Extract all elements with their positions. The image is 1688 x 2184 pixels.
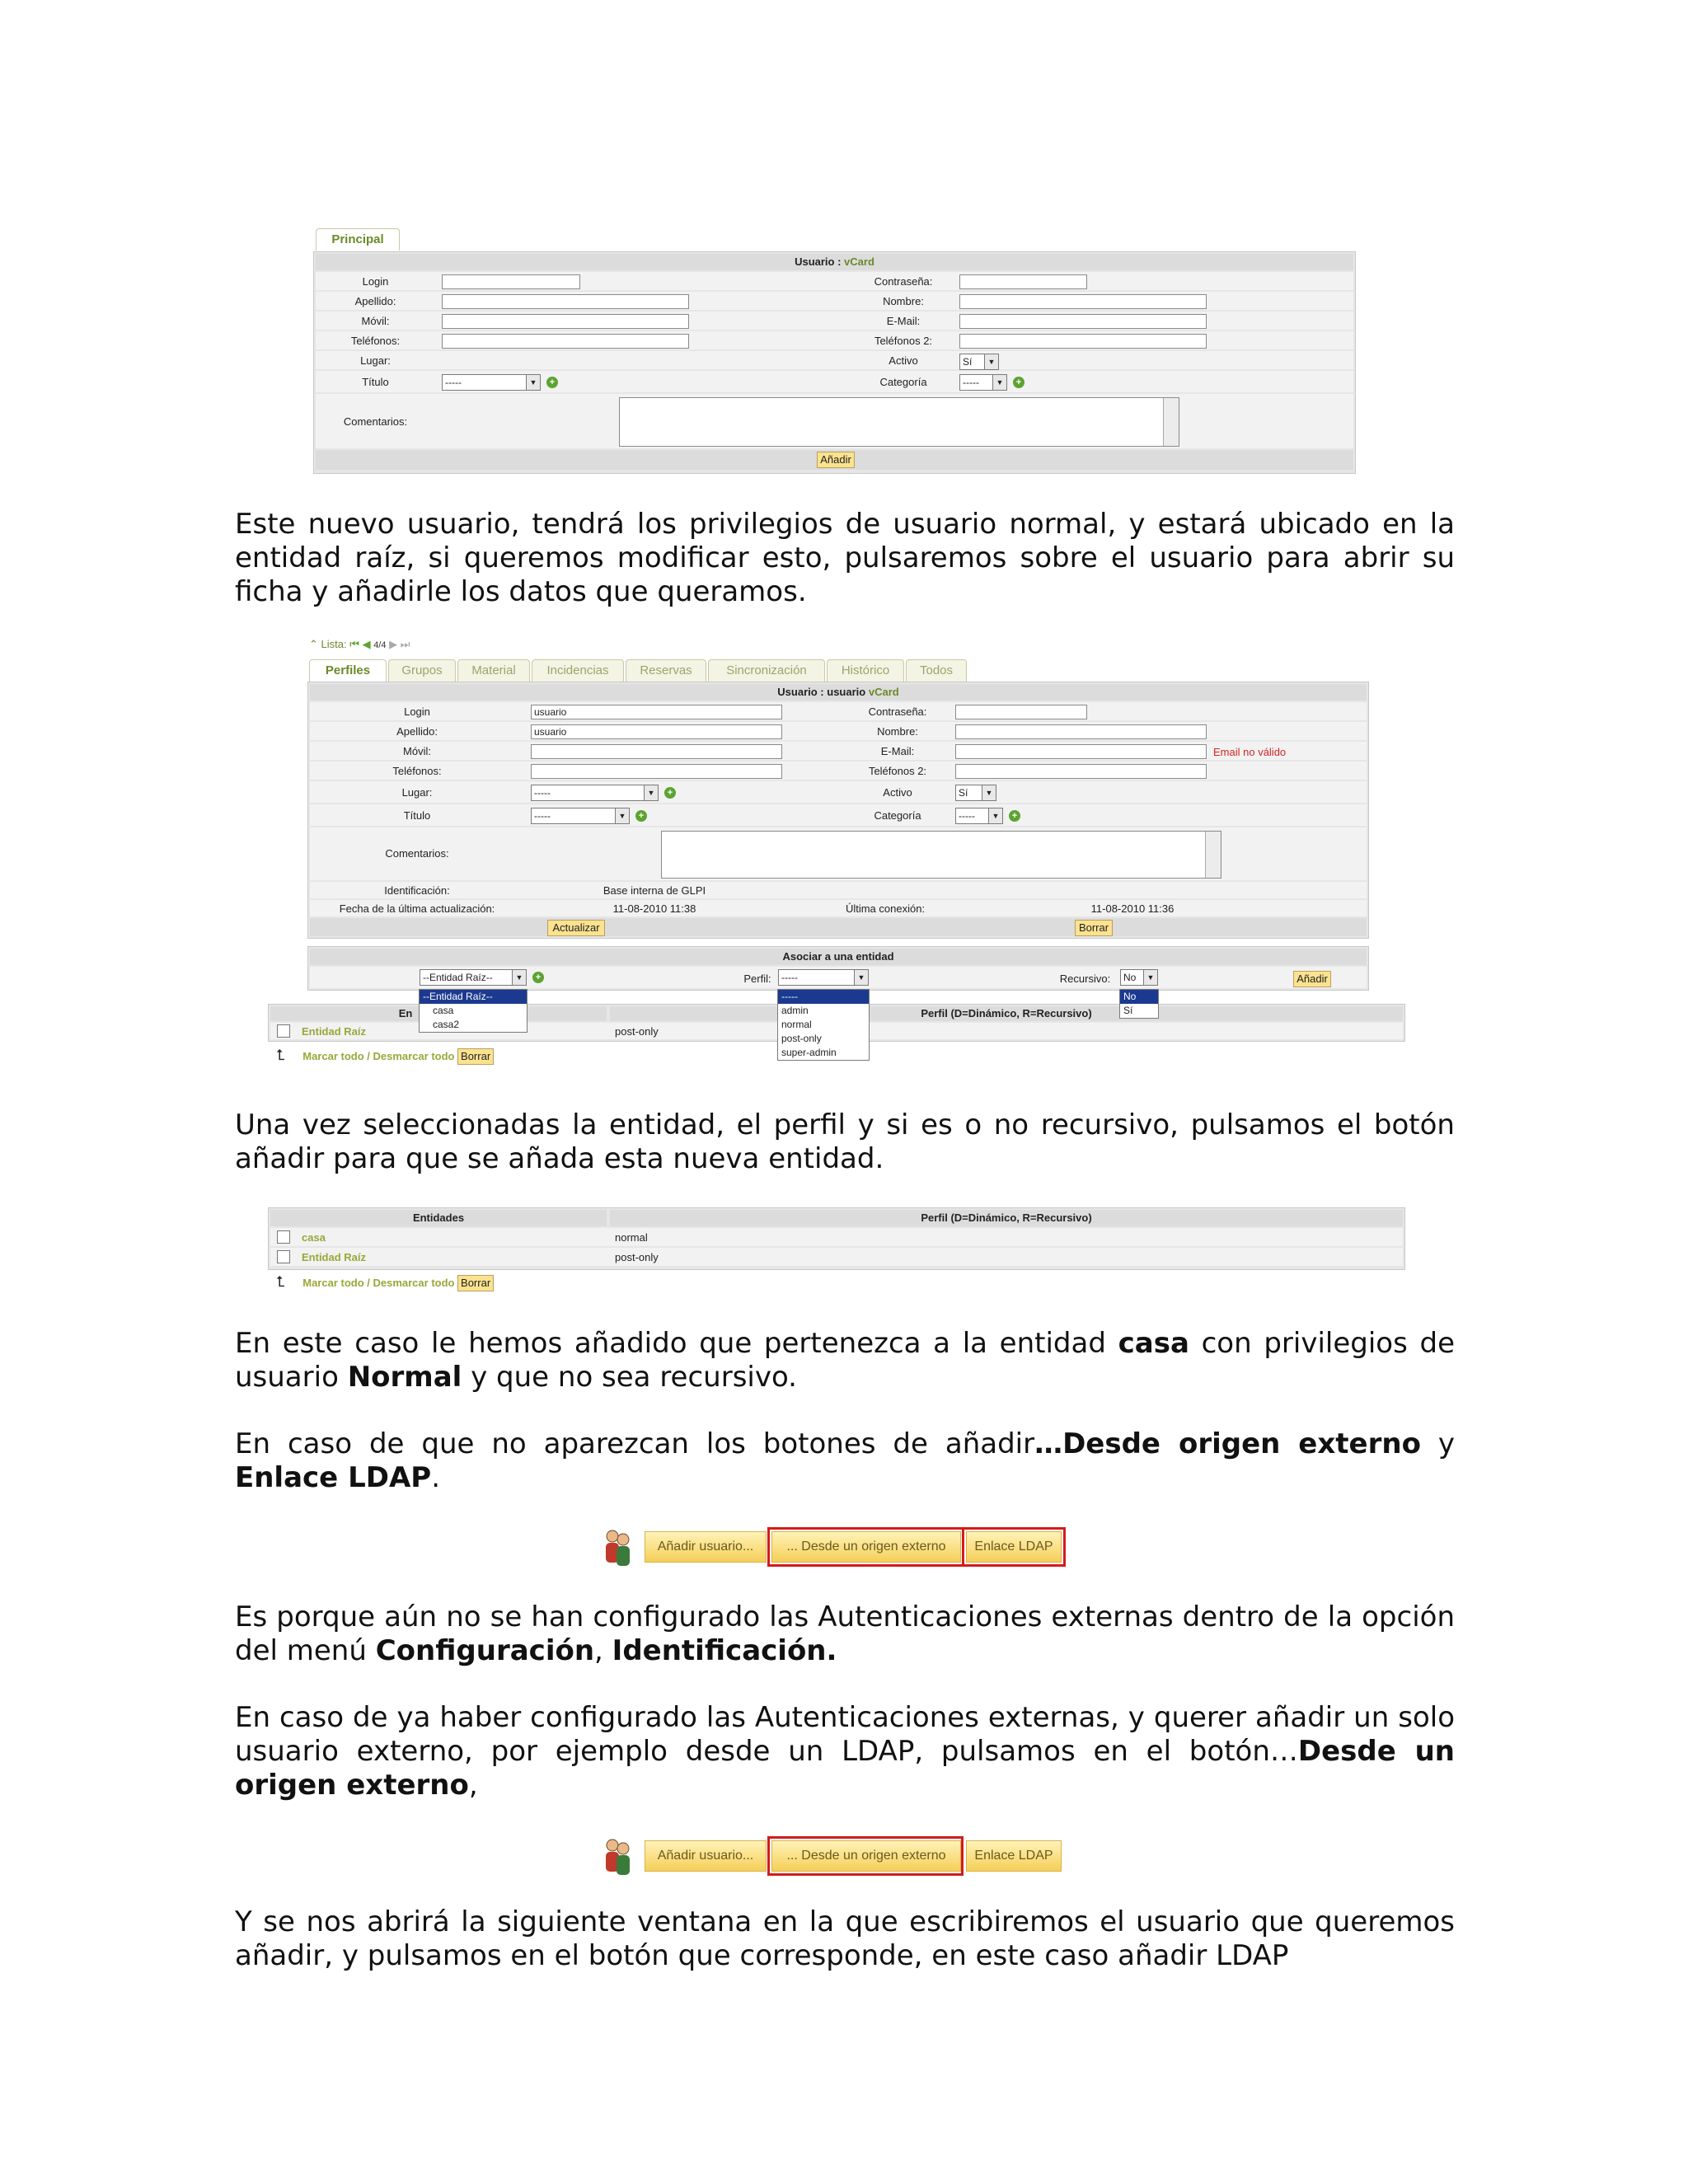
telefonos2-label: Teléfonos 2: [874,335,933,347]
highlight-box [767,1836,964,1876]
add-plus-icon[interactable]: + [1013,377,1025,388]
email-input[interactable] [959,314,1207,329]
users-icon [602,1837,633,1878]
text-span: con privilegios de usuario [235,1327,1456,1394]
scrollbar[interactable] [1205,832,1221,878]
tab-perfiles[interactable]: Perfiles [309,659,387,682]
bold-span: …Desde origen externo [1034,1427,1421,1460]
telefonos-input[interactable] [531,764,782,779]
tab-incidencias[interactable]: Incidencias [532,659,624,682]
recursivo-dropdown-list[interactable] [1119,989,1159,1019]
entities-table [268,1207,1405,1270]
users-icon [602,1528,633,1569]
scrollbar[interactable] [1163,398,1179,446]
recursivo-label: Recursivo: [1059,972,1111,985]
associate-entity-frame [307,946,1369,991]
row-entity[interactable]: Entidad Raíz [302,1251,367,1263]
apellido-input[interactable]: usuario [531,724,782,739]
activo-select[interactable]: Sí ▼ [955,785,996,801]
categoria-label: Categoría [879,376,927,388]
bold-span: Identificación. [612,1634,837,1667]
col-entidades: En [270,1006,607,1021]
bold-span: Configuración [375,1634,595,1667]
last-connection-value: 11-08-2010 11:36 [1090,902,1175,915]
identificacion-label: Identificación: [384,884,450,897]
chevron-down-icon: ▼ [992,375,1006,390]
list-navigation [309,638,410,651]
tab-todos[interactable]: Todos [906,659,967,682]
comments-label: Comentarios: [343,415,408,428]
form-row [316,351,1353,369]
titulo-label: Título [362,376,389,388]
chevron-down-icon: ▼ [644,785,658,800]
chevron-down-icon: ▼ [526,375,540,390]
perfil-select[interactable]: ----- ▼ [778,969,869,986]
lugar-label: Lugar: [401,786,433,799]
text-span: , [468,1769,478,1802]
chevron-down-icon: ▼ [1143,970,1157,985]
text-span: Es porque aún no se han configurado las Autenticaciones externas dentro de la opción del menú [235,1601,1455,1667]
categoria-select[interactable]: ----- ▼ [955,808,1003,824]
add-plus-icon[interactable]: + [546,377,558,388]
last-icon[interactable]: ⏭ [400,638,410,650]
mark-all-row [276,1273,494,1291]
tab-reservas[interactable]: Reservas [626,659,706,682]
add-plus-icon[interactable]: + [532,972,544,983]
form-header [310,684,1367,701]
bold-span: Normal [347,1361,462,1394]
add-user-buttons-strip [602,1525,1071,1574]
add-user-button[interactable]: Añadir usuario... [645,1840,767,1872]
paragraph-1: Este nuevo usuario, tendrá los privilegios de usuario normal, y estará ubicado en la entidad raíz, si queremos modificar esto, pulsaremos sobre el usuario para abrir su ficha y añadirle los datos que queramos. [235,508,1455,608]
row-checkbox[interactable] [277,1230,290,1244]
chevron-down-icon: ▼ [988,808,1002,823]
paragraph-2: Una vez seleccionadas la entidad, el perfil y si es o no recursivo, pulsamos el botón añadir para que se añada esta nueva entidad. [235,1108,1455,1175]
previous-icon[interactable]: ◀ [362,638,371,650]
col-perfil: Perfil (D=Dinámico, R=Recursivo) [610,1210,1403,1226]
entities-result-screenshot [268,1207,1405,1294]
last-update-value: 11-08-2010 11:38 [612,902,696,915]
dropdown-option[interactable]: normal [781,1019,812,1030]
bold-span: casa [1118,1327,1189,1360]
text-span: En caso de que no aparezcan los botones de añadir [235,1427,1035,1460]
telefonos2-label: Teléfonos 2: [868,765,927,777]
delete-button[interactable]: Borrar [1075,920,1113,936]
chevron-down-icon: ▼ [984,354,998,369]
add-plus-icon[interactable]: + [664,787,676,799]
form-header-label: Usuario : usuario [777,686,866,698]
bold-span: Enlace LDAP [235,1461,432,1494]
table-row[interactable] [270,1248,1403,1266]
nombre-input[interactable] [955,724,1207,739]
mark-all-link[interactable]: Marcar todo / Desmarcar todo [302,1050,455,1062]
form-header-label: Usuario : [795,255,842,268]
vcard-link[interactable]: vCard [868,686,899,698]
add-plus-icon[interactable]: + [1009,810,1020,822]
text-span: , [594,1634,612,1667]
lugar-select[interactable]: ----- ▼ [531,785,659,801]
perfil-label: Perfil: [743,972,771,985]
row-profile: normal [615,1231,648,1244]
paragraph-3 [235,1327,1455,1394]
last-update-label: Fecha de la última actualización: [339,902,495,915]
apellido-label: Apellido: [354,295,396,307]
entity-dropdown-list[interactable] [419,989,528,1033]
nombre-label: Nombre: [877,725,918,738]
login-label: Login [404,705,430,718]
dropdown-option[interactable]: No [1120,990,1158,1004]
movil-input[interactable] [531,744,782,759]
tab-material[interactable]: Material [457,659,530,682]
lugar-label: Lugar: [360,354,391,367]
login-input[interactable] [442,274,580,289]
user-form-frame [313,251,1356,474]
chevron-up-icon[interactable]: ⌃ [309,638,318,650]
movil-label: Móvil: [361,315,390,327]
user-form-frame [307,682,1369,939]
telefonos2-input[interactable] [955,764,1207,779]
nombre-input[interactable] [959,294,1207,309]
entity-select[interactable]: --Entidad Raíz-- ▼ [420,969,527,986]
dropdown-option[interactable]: Sí [1123,1005,1133,1016]
col-entidades: Entidades [270,1210,607,1226]
form-header [316,254,1353,270]
arrow-up-icon: ⮤ [276,1047,285,1063]
row-entity[interactable]: Entidad Raíz [302,1025,367,1038]
email-input[interactable] [955,744,1207,759]
nombre-label: Nombre: [883,295,924,307]
recursivo-select[interactable]: No ▼ [1120,969,1158,986]
borrar-button[interactable]: Borrar [457,1048,494,1065]
row-profile: post-only [615,1251,659,1263]
categoria-select[interactable]: ----- ▼ [959,374,1007,391]
arrow-up-icon: ⮤ [276,1273,285,1290]
contrasena-label: Contraseña: [874,275,933,288]
table-row[interactable] [270,1228,1403,1246]
row-checkbox[interactable] [277,1250,290,1263]
activo-select[interactable]: Sí ▼ [959,354,999,370]
mark-all-link[interactable]: Marcar todo / Desmarcar todo [302,1277,455,1289]
telefonos2-input[interactable] [959,334,1207,349]
comments-textarea[interactable] [661,831,1221,879]
new-user-form-screenshot [313,227,1356,474]
paragraph-4 [235,1427,1455,1495]
email-label: E-Mail: [880,745,915,757]
last-connection-label: Última conexión: [845,902,926,915]
bold-span: Desde un origen externo [235,1735,1455,1802]
text-span: y que no sea recursivo. [462,1361,797,1394]
ldap-link-button[interactable]: Enlace LDAP [966,1840,1062,1872]
dropdown-option[interactable]: casa2 [433,1019,460,1030]
text-span: En caso de ya haber configurado las Autenticaciones externas, y querer añadir un solo usuario externo, por ejemplo desde un LDAP, pulsamos en el botón… [235,1701,1455,1768]
paragraph-7: Y se nos abrirá la siguiente ventana en la que escribiremos el usuario que queremos añadir, y pulsamos en el botón que corresponde, en este caso añadir LDAP [235,1905,1455,1972]
paragraph-5 [235,1601,1455,1668]
external-source-button[interactable]: ... Desde un origen externo [771,1531,961,1563]
tab-historico[interactable]: Histórico [827,659,904,682]
telefonos-label: Teléfonos: [392,765,442,777]
highlight-divider [962,1527,964,1567]
movil-label: Móvil: [403,745,431,757]
row-checkbox[interactable] [277,1024,290,1038]
add-plus-icon[interactable]: + [635,810,647,822]
dropdown-option[interactable]: casa [433,1005,454,1016]
form-row [310,918,1367,936]
update-button[interactable]: Actualizar [547,920,605,936]
list-count: 4/4 [373,640,387,650]
perfil-dropdown-list[interactable] [777,989,870,1061]
dropdown-option[interactable]: --Entidad Raíz-- [420,990,527,1004]
add-user-buttons-strip [602,1834,1071,1883]
chevron-down-icon: ▼ [512,970,526,985]
text-span: y [1420,1427,1455,1460]
dropdown-option[interactable]: super-admin [781,1047,837,1058]
borrar-button[interactable]: Borrar [457,1275,494,1291]
highlight-box [767,1527,1066,1567]
comments-textarea[interactable] [619,397,1179,447]
add-user-button[interactable]: Añadir usuario... [645,1531,767,1563]
titulo-label: Título [403,809,431,822]
movil-input[interactable] [442,314,689,329]
add-entity-button[interactable]: Añadir [1293,971,1331,987]
contrasena-input[interactable] [955,705,1087,719]
next-icon[interactable]: ▶ [389,638,398,650]
associate-header: Asociar a una entidad [310,949,1367,965]
apellido-input[interactable] [442,294,689,309]
chevron-down-icon: ▼ [854,970,868,985]
telefonos-label: Teléfonos: [350,335,401,347]
tab-grupos[interactable]: Grupos [388,659,456,682]
first-icon[interactable]: ⏮ [349,638,359,650]
identificacion-value: Base interna de GLPI [603,884,706,897]
ldap-link-button[interactable]: Enlace LDAP [966,1531,1062,1563]
row-profile: post-only [615,1025,659,1038]
categoria-label: Categoría [874,809,921,822]
user-profiles-screenshot [268,635,1405,1080]
comments-label: Comentarios: [385,847,449,860]
contrasena-label: Contraseña: [868,705,927,718]
dropdown-option[interactable]: admin [781,1005,809,1016]
chevron-down-icon: ▼ [982,785,996,800]
dropdown-option[interactable]: ----- [778,990,869,1004]
row-entity[interactable]: casa [302,1231,326,1244]
text-span: En este caso le hemos añadido que pertenezca a la entidad [235,1327,1118,1360]
dropdown-option[interactable]: post-only [781,1033,822,1044]
contrasena-input[interactable] [959,274,1087,289]
mark-all-row [276,1047,494,1065]
list-label: Lista: [321,638,347,650]
activo-label: Activo [889,354,918,367]
tab-principal[interactable]: Principal [316,228,400,251]
chevron-down-icon: ▼ [615,808,629,823]
paragraph-6 [235,1701,1455,1802]
tab-sincronizacion[interactable]: Sincronización [708,659,825,682]
external-source-button[interactable]: ... Desde un origen externo [771,1840,961,1872]
email-label: E-Mail: [886,315,921,327]
activo-label: Activo [883,786,912,799]
email-error-text: Email no válido [1213,746,1287,758]
titulo-select[interactable]: ----- ▼ [442,374,541,391]
titulo-select[interactable]: ----- ▼ [531,808,630,824]
login-input[interactable]: usuario [531,705,782,719]
apellido-label: Apellido: [396,725,438,738]
login-label: Login [362,275,389,288]
telefonos-input[interactable] [442,334,689,349]
text-span: . [431,1461,441,1494]
add-button[interactable]: Añadir [817,452,855,468]
vcard-link[interactable]: vCard [844,255,874,268]
col-perfil: Perfil (D=Dinámico, R=Recursivo) [610,1006,1403,1021]
